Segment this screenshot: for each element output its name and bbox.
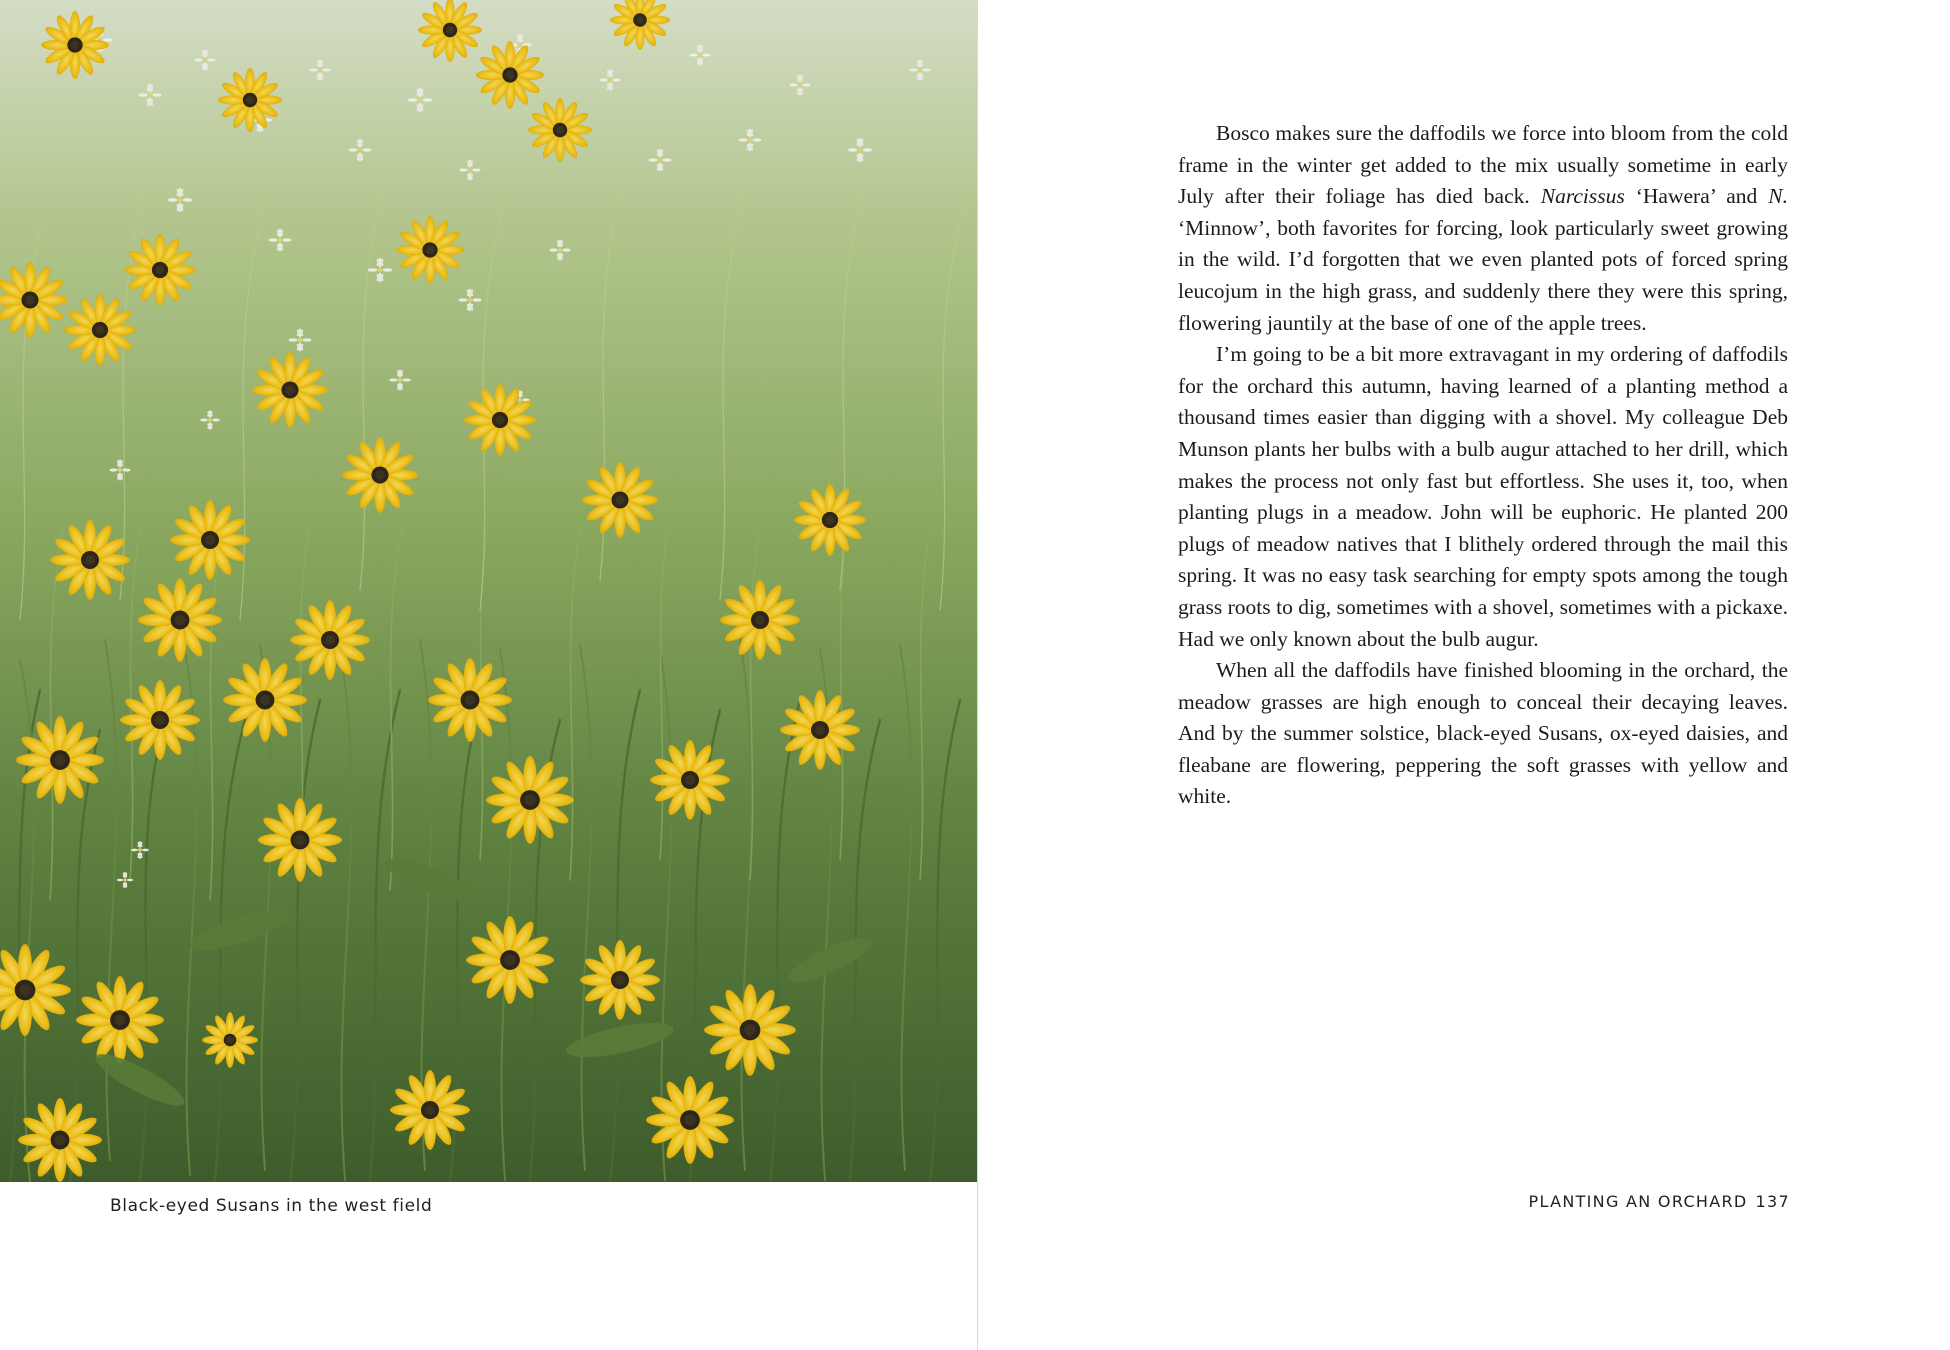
right-page [978, 0, 1950, 1350]
paragraph-2: I’m going to be a bit more extravagant in my ordering of daffodils for the orchard this autumn, having learned of a planting method a thousand times easier than digging with a shovel. My colleague Deb Munson plants her bulbs with a bulb augur attached to her drill, which makes the process not only fast but effortless. She uses it, too, when planting plugs in a meadow. John will be euphoric. He planted 200 plugs of meadow natives that I blithely ordered through the mail this spring. It was no easy task searching for empty spots among the tough grass roots to dig, sometimes with a shovel, sometimes with a pickaxe. Had we only known about the bulb augur. [1178, 342, 1788, 651]
body-text [1178, 118, 1788, 813]
page-number: 137 [1755, 1192, 1790, 1211]
running-foot [1529, 1192, 1790, 1211]
photo-caption: Black-eyed Susans in the west field [110, 1196, 433, 1216]
chapter-title: PLANTING AN ORCHARD [1528, 1192, 1748, 1211]
black-eyed-susans-meadow-photograph [0, 0, 978, 1182]
paragraph-1: Bosco makes sure the daffodils we force into bloom from the cold frame in the winter get added to the mix usually sometime in early July after their foliage has died back. Narcissus ‘Hawera’ and N. ‘Minnow’, both favorites for forcing, look particularly sweet growing in the wild. I’d forgotten that we even planted pots of forced spring leucojum in the high grass, and suddenly there they were this spring, flowering jauntily at the base of one of the apple trees. [1178, 121, 1788, 335]
paragraph-3: When all the daffodils have finished blooming in the orchard, the meadow grasses are high enough to conceal their decaying leaves. And by the summer solstice, black-eyed Susans, ox-eyed daisies, and fleabane are flowering, peppering the soft grasses with yellow and white. [1178, 658, 1788, 809]
